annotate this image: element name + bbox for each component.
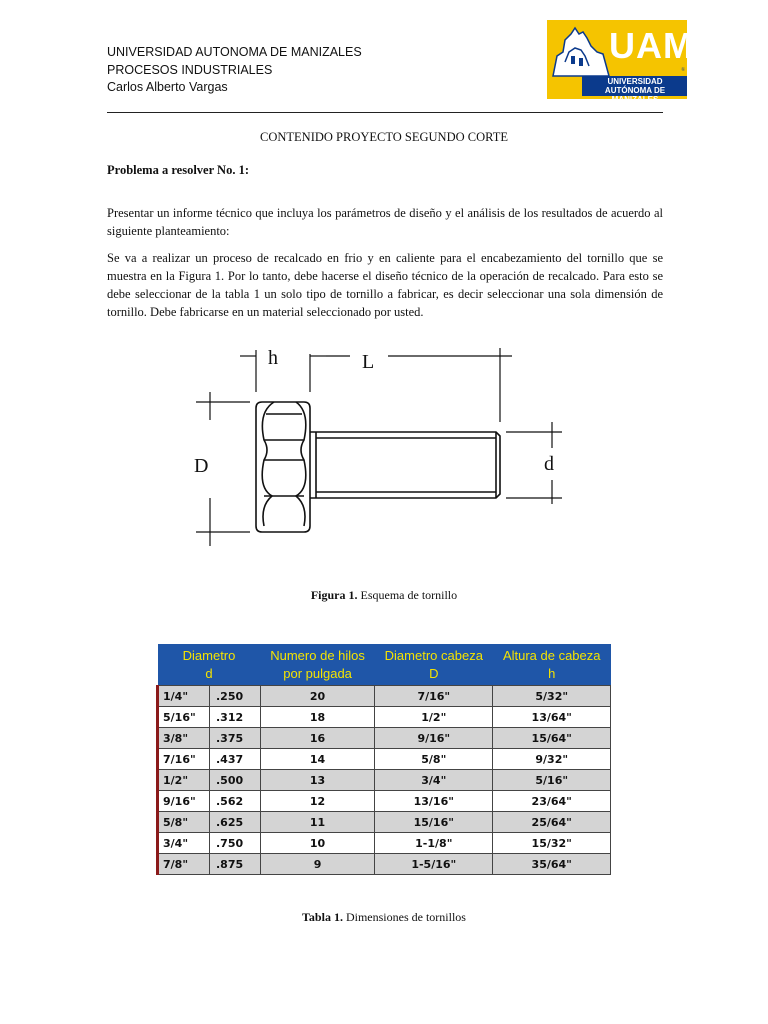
problem-heading: Problema a resolver No. 1: xyxy=(107,163,249,177)
label-D: D xyxy=(194,455,209,477)
table-caption-label: Tabla 1. xyxy=(302,910,343,924)
department-name: PROCESOS INDUSTRIALES xyxy=(107,62,273,77)
header-altura-cabeza: Altura de cabeza h xyxy=(493,644,611,686)
label-h: h xyxy=(268,347,278,369)
table-row: 7/16" .437 14 5/8" 9/32" xyxy=(158,749,611,770)
university-crest-icon xyxy=(551,26,611,78)
paragraph-intro: Presentar un informe técnico que incluya los parámetros de diseño y el análisis de los resultados de acuerdo al siguiente planteamiento: xyxy=(107,206,663,238)
label-L: L xyxy=(362,351,375,373)
table-caption xyxy=(0,910,768,925)
table-row: 1/4" .250 20 7/16" 5/32" xyxy=(158,686,611,707)
figure-caption-label: Figura 1. xyxy=(310,588,358,602)
bolt-diagram xyxy=(190,340,570,555)
table-row: 3/4" .750 10 1-1/8" 15/32" xyxy=(158,833,611,854)
paragraph-statement: Se va a realizar un proceso de recalcado en frio y en caliente para el encabezamiento del tornillo que se muestra en la Figura 1. Por lo tanto, debe hacerse el diseño técnico de la operación de recalcado. Para esto se debe seleccionar de la tabla 1 un solo tipo de tornillo a fabricar, es decir seleccionar una sola dimensión de tornillo. Debe fabricarse en un material seleccionado por usted. xyxy=(107,251,663,319)
header-rule xyxy=(107,112,663,113)
logo-acronym: UAM xyxy=(609,25,694,66)
table-row: 3/8" .375 16 9/16" 15/64" xyxy=(158,728,611,749)
university-name: UNIVERSIDAD AUTONOMA DE MANIZALES xyxy=(107,45,362,59)
author-name: Carlos Alberto Vargas xyxy=(107,80,228,94)
table-row: 9/16" .562 12 13/16" 23/64" xyxy=(158,791,611,812)
uam-logo xyxy=(547,20,694,104)
logo-university-text xyxy=(585,77,685,104)
figure-caption-text: Esquema de tornillo xyxy=(357,588,458,602)
document-header xyxy=(107,44,362,97)
table-header-row xyxy=(158,644,611,686)
header-hilos: Numero de hilos por pulgada xyxy=(261,644,375,686)
registered-mark: ® xyxy=(681,68,685,73)
logo-line1: UNIVERSIDAD xyxy=(607,77,663,86)
table-row: 1/2" .500 13 3/4" 5/16" xyxy=(158,770,611,791)
logo-line2: AUTÓNOMA DE MANIZALES xyxy=(604,86,666,104)
header-diametro-cabeza: Diametro cabeza D xyxy=(375,644,493,686)
table-row: 5/8" .625 11 15/16" 25/64" xyxy=(158,812,611,833)
label-d: d xyxy=(544,453,554,475)
bolt-dimensions-table xyxy=(156,644,611,875)
figure-caption xyxy=(0,588,768,603)
table-row: 5/16" .312 18 1/2" 13/64" xyxy=(158,707,611,728)
header-diametro: Diametro d xyxy=(158,644,261,686)
bolt-head-outline xyxy=(256,402,310,532)
table-row: 7/8" .875 9 1-5/16" 35/64" xyxy=(158,854,611,875)
document-title: CONTENIDO PROYECTO SEGUNDO CORTE xyxy=(260,130,508,144)
bolt-head-faces xyxy=(262,402,306,526)
table-caption-text: Dimensiones de tornillos xyxy=(342,910,466,924)
bolt-shank xyxy=(310,432,500,498)
